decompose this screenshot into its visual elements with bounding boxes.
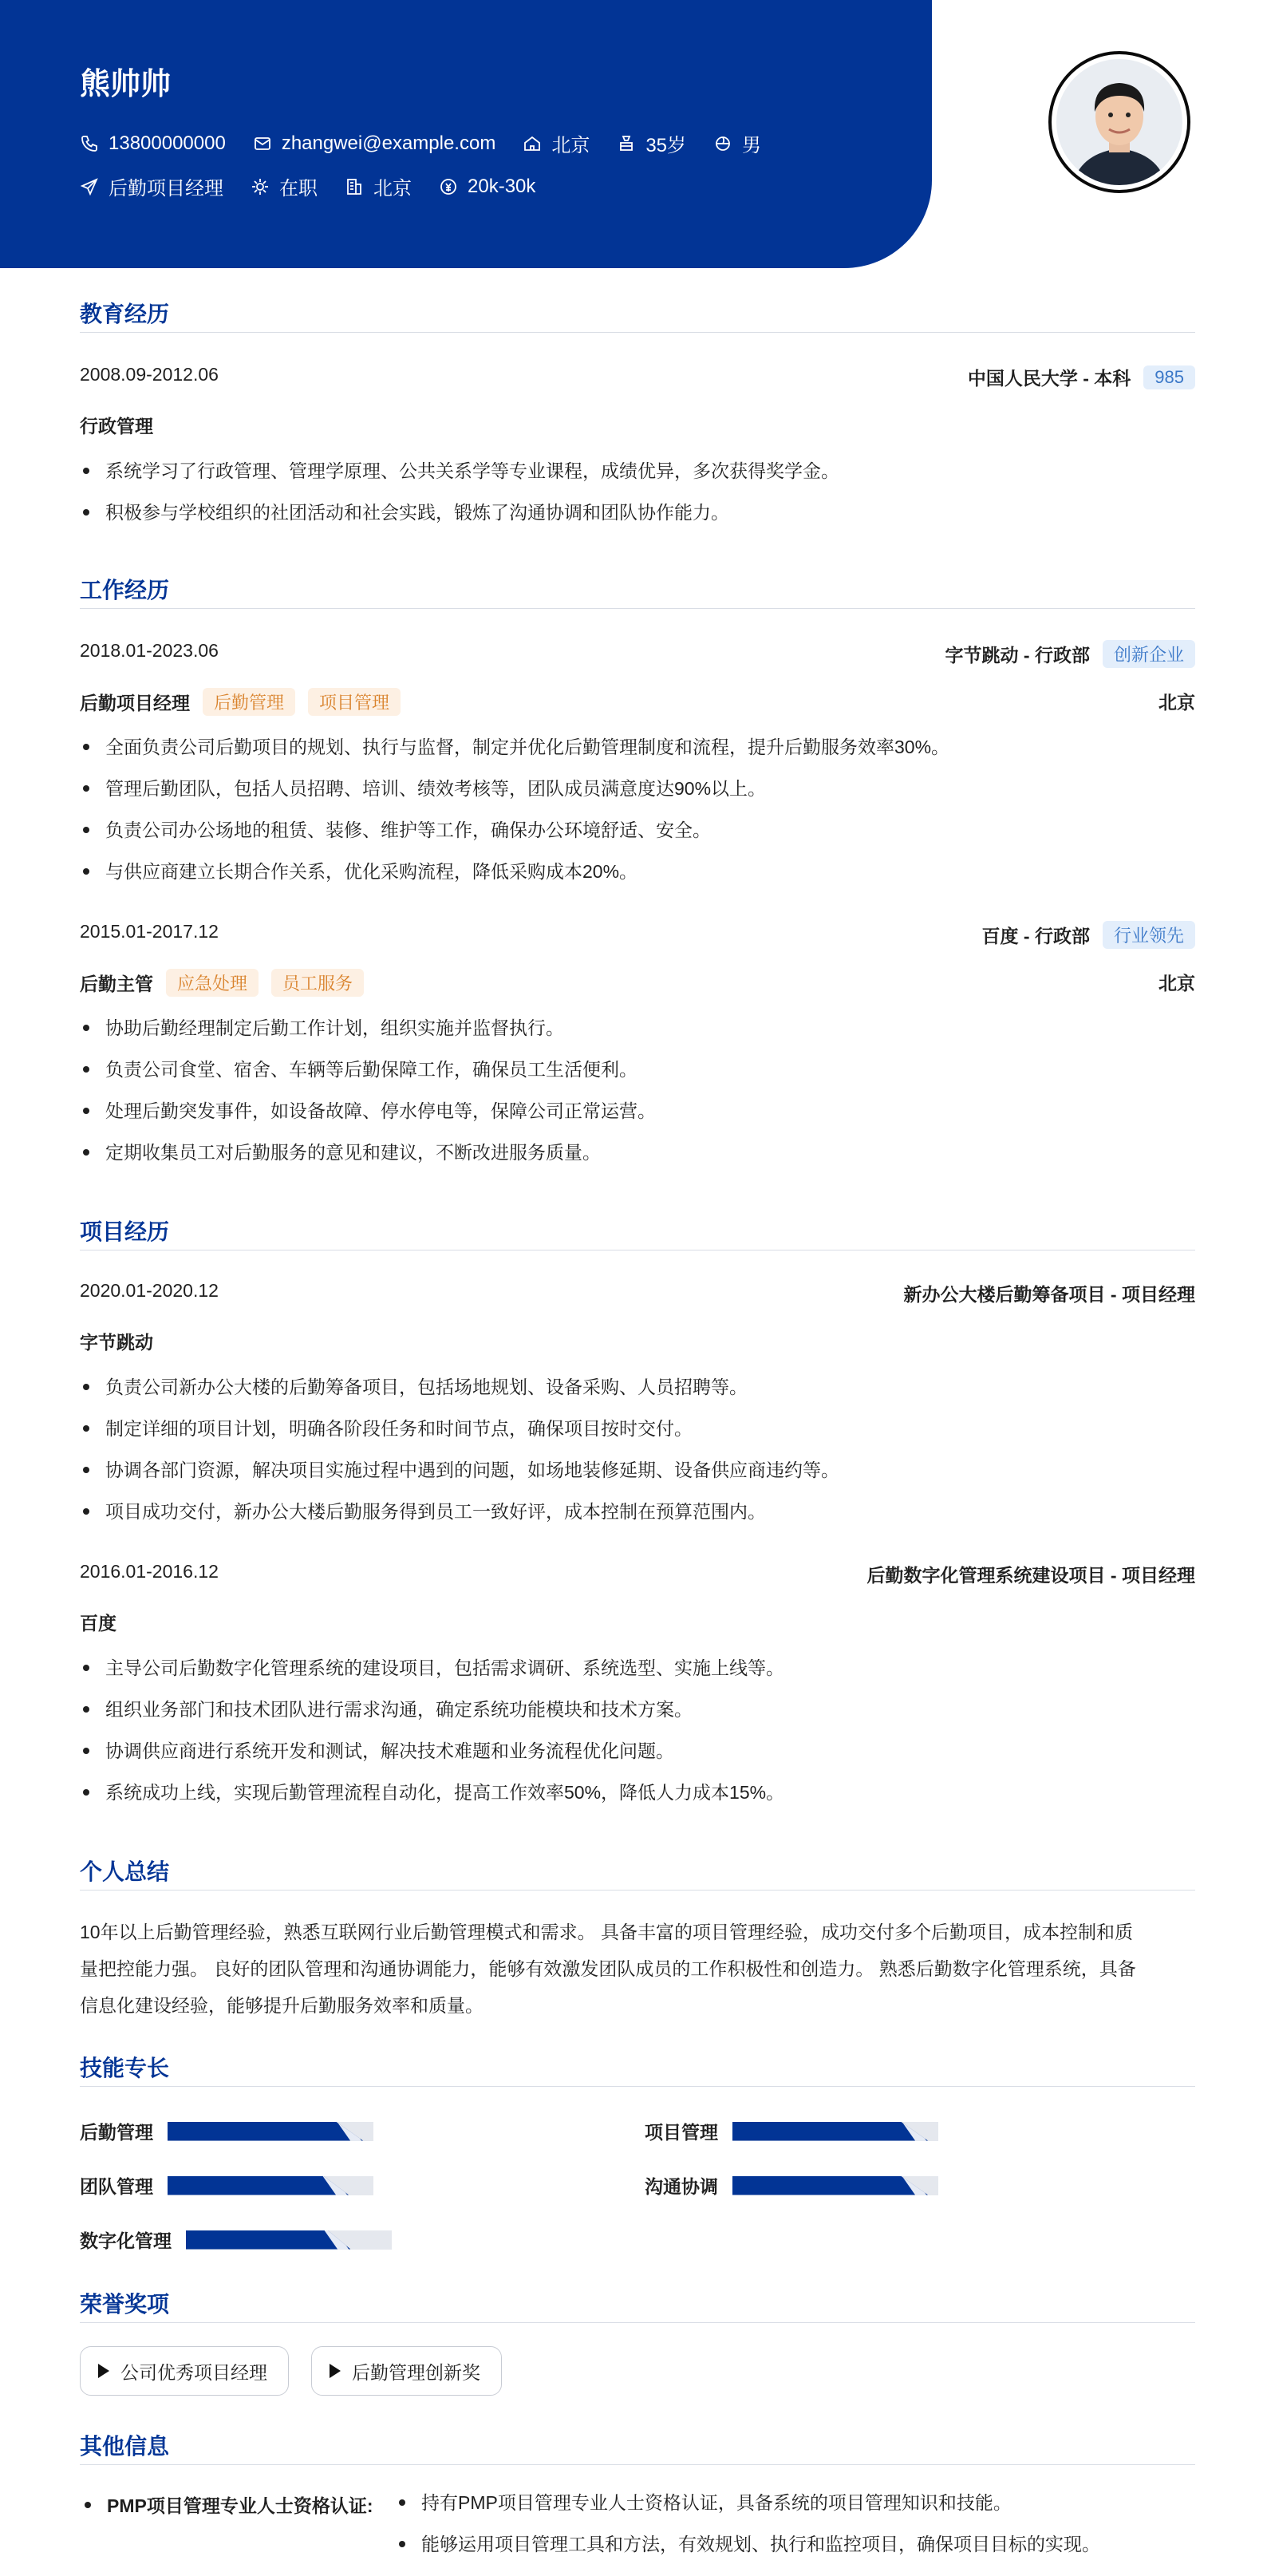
skill-bar-fill xyxy=(732,2122,928,2141)
phone-item xyxy=(80,132,226,155)
other-cert-label xyxy=(80,2491,373,2518)
status-item xyxy=(251,172,318,200)
summary-line: 信息化建设经验，能够提升后勤服务效率和质量。 xyxy=(80,1995,484,2016)
salary-text: 20k-30k xyxy=(468,175,536,197)
project-2-org-row xyxy=(80,1609,1195,1633)
skill-bar-fill xyxy=(168,2122,363,2141)
contact-row xyxy=(80,129,788,157)
section-title-awards: 荣誉奖项 xyxy=(80,2292,170,2317)
skill-item xyxy=(80,2226,392,2253)
section-title-work: 工作经历 xyxy=(80,578,170,603)
work-2-role-group xyxy=(80,969,364,997)
age-item xyxy=(617,129,686,157)
skill-name: 后勤管理 xyxy=(80,2122,153,2143)
candidate-name: 熊帅帅 xyxy=(80,68,172,101)
mail-icon xyxy=(253,134,272,153)
gender-text: 男 xyxy=(742,135,762,156)
work-2-bullets xyxy=(80,1007,1195,1175)
section-title-other: 其他信息 xyxy=(80,2434,170,2459)
avatar-photo xyxy=(1056,59,1182,185)
list-item: 系统学习了行政管理、管理学原理、公共关系学等专业课程，成绩优异，多次获得奖学金。 xyxy=(80,450,1195,492)
other-bullets xyxy=(396,2482,1194,2570)
work-1-company-group xyxy=(945,640,1195,668)
skill-name: 数字化管理 xyxy=(80,2230,172,2251)
section-title-summary: 个人总结 xyxy=(80,1859,170,1884)
send-icon xyxy=(80,177,99,196)
education-date: 2008.09-2012.06 xyxy=(80,364,219,385)
work-2-tag: 应急处理 xyxy=(166,969,259,997)
job-intent-row xyxy=(80,172,562,200)
skill-item xyxy=(80,2172,373,2199)
list-item: 制定详细的项目计划，明确各阶段任务和时间节点，确保项目按时交付。 xyxy=(80,1408,1195,1449)
education-bullets xyxy=(80,450,1195,538)
skill-bar xyxy=(168,2176,373,2195)
summary-line: 10年以上后勤管理经验，熟悉互联网行业后勤管理模式和需求。 具备丰富的项目管理经验，成功交付多个后勤项目，成本控制和质 xyxy=(80,1922,1133,1942)
work-2-role: 后勤主管 xyxy=(80,974,153,994)
skill-item xyxy=(645,2118,938,2144)
project-2-org: 百度 xyxy=(80,1613,116,1634)
skill-bar xyxy=(732,2176,938,2195)
skill-bar-fill xyxy=(186,2230,350,2250)
avatar xyxy=(1048,51,1190,193)
city-text: 北京 xyxy=(551,135,590,156)
building-icon xyxy=(345,177,364,196)
skill-item xyxy=(645,2172,938,2199)
work-1-role-row xyxy=(80,688,1195,712)
age-icon xyxy=(617,134,636,153)
list-item: 组织业务部门和技术团队进行需求沟通，确定系统功能模块和技术方案。 xyxy=(80,1689,1195,1730)
section-divider xyxy=(80,332,1195,333)
list-item: 协助后勤经理制定后勤工作计划，组织实施并监督执行。 xyxy=(80,1007,1195,1049)
project-2-title-text: 后勤数字化管理系统建设项目 - 项目经理 xyxy=(866,1565,1195,1586)
award-badge xyxy=(311,2346,502,2396)
skill-name: 团队管理 xyxy=(80,2176,153,2197)
project-2-title xyxy=(867,1561,1195,1587)
gender-item xyxy=(713,129,761,157)
section-divider xyxy=(80,2464,1195,2465)
list-item: 负责公司新办公大楼的后勤筹备项目，包括场地规划、设备采购、人员招聘等。 xyxy=(80,1366,1195,1408)
education-major-row xyxy=(80,412,1195,436)
header-banner xyxy=(0,0,932,268)
project-1-date: 2020.01-2020.12 xyxy=(80,1280,219,1301)
section-divider xyxy=(80,1890,1195,1891)
work-2-header xyxy=(80,921,1195,945)
summary-text xyxy=(80,1914,1195,2024)
city-item xyxy=(523,129,590,157)
status-icon xyxy=(251,177,270,196)
list-item: 项目成功交付，新办公大楼后勤服务得到员工一致好评，成本控制在预算范围内。 xyxy=(80,1491,1195,1532)
project-1-title xyxy=(904,1280,1195,1306)
education-major: 行政管理 xyxy=(80,416,153,437)
project-1-header xyxy=(80,1280,1195,1304)
other-label-text: PMP项目管理专业人士资格认证: xyxy=(107,2495,373,2516)
skill-name: 项目管理 xyxy=(645,2122,718,2143)
list-item: 协调各部门资源，解决项目实施过程中遇到的问题，如场地装修延期、设备供应商违约等。 xyxy=(80,1449,1195,1491)
work-1-header xyxy=(80,640,1195,664)
skill-bar xyxy=(186,2230,392,2250)
target-job-text: 后勤项目经理 xyxy=(109,178,223,200)
award-label: 公司优秀项目经理 xyxy=(120,2361,267,2383)
education-header xyxy=(80,364,1195,388)
home-icon xyxy=(523,134,542,153)
list-item: 积极参与学校组织的社团活动和社会实践，锻炼了沟通协调和团队协作能力。 xyxy=(80,492,1195,533)
skill-item xyxy=(80,2118,373,2144)
salary-item xyxy=(439,176,535,198)
education-school: 中国人民大学 - 本科 xyxy=(967,368,1131,389)
project-1-org: 字节跳动 xyxy=(80,1332,153,1353)
list-item: 定期收集员工对后勤服务的意见和建议，不断改进服务质量。 xyxy=(80,1132,1195,1173)
work-2-badge: 行业领先 xyxy=(1103,921,1195,949)
play-icon xyxy=(330,2364,341,2378)
work-2-company-group xyxy=(982,921,1195,949)
project-2-header xyxy=(80,1561,1195,1585)
email-text: zhangwei@example.com xyxy=(281,132,496,154)
skill-bar xyxy=(168,2122,373,2141)
list-item: 处理后勤突发事件，如设备故障、停水停电等，保障公司正常运营。 xyxy=(80,1090,1195,1132)
award-badge xyxy=(80,2346,289,2396)
work-1-role-group xyxy=(80,688,401,716)
work-1-location: 北京 xyxy=(1158,692,1195,713)
work-1-tag: 项目管理 xyxy=(308,688,401,716)
education-school-group xyxy=(968,364,1195,390)
project-2-bullets xyxy=(80,1647,1195,1815)
skill-bar-fill xyxy=(732,2176,928,2195)
section-divider xyxy=(80,2086,1195,2087)
target-city-item xyxy=(345,172,412,200)
award-label: 后勤管理创新奖 xyxy=(352,2361,480,2383)
list-item: 负责公司办公场地的租赁、装修、维护等工作，确保办公环境舒适、安全。 xyxy=(80,809,1195,851)
phone-icon xyxy=(80,134,99,153)
gender-icon xyxy=(713,134,732,153)
list-item: 负责公司食堂、宿舍、车辆等后勤保障工作，确保员工生活便利。 xyxy=(80,1049,1195,1090)
list-item: 与供应商建立长期合作关系，优化采购流程，降低采购成本20%。 xyxy=(80,851,1195,892)
education-badge: 985 xyxy=(1143,365,1195,389)
summary-line: 量把控能力强。 良好的团队管理和沟通协调能力，能够有效激发团队成员的工作积极性和创造力。 熟悉后勤数字化管理系统，具备 xyxy=(80,1958,1136,1979)
skill-bar-fill xyxy=(168,2176,349,2195)
work-1-role: 后勤项目经理 xyxy=(80,693,190,713)
work-2-date: 2015.01-2017.12 xyxy=(80,921,219,942)
section-divider xyxy=(80,2322,1195,2323)
list-item: 全面负责公司后勤项目的规划、执行与监督，制定并优化后勤管理制度和流程，提升后勤服务效率30%。 xyxy=(80,726,1195,768)
section-divider xyxy=(80,608,1195,609)
target-job-item xyxy=(80,172,223,200)
section-title-skills: 技能专长 xyxy=(80,2056,170,2080)
skill-name: 沟通协调 xyxy=(645,2176,718,2197)
project-1-org-row xyxy=(80,1328,1195,1352)
section-title-project: 项目经历 xyxy=(80,1219,170,1244)
section-title-education: 教育经历 xyxy=(80,302,170,326)
work-2-role-row xyxy=(80,969,1195,993)
phone-text: 13800000000 xyxy=(109,132,226,154)
list-item: 主导公司后勤数字化管理系统的建设项目，包括需求调研、系统选型、实施上线等。 xyxy=(80,1647,1195,1689)
salary-icon xyxy=(439,177,458,196)
project-2-date: 2016.01-2016.12 xyxy=(80,1561,219,1582)
target-city-text: 北京 xyxy=(373,178,412,200)
work-1-tag: 后勤管理 xyxy=(203,688,295,716)
work-2-location: 北京 xyxy=(1158,973,1195,994)
work-2-tag: 员工服务 xyxy=(271,969,364,997)
work-1-date: 2018.01-2023.06 xyxy=(80,640,219,661)
work-1-badge: 创新企业 xyxy=(1103,640,1195,668)
status-text: 在职 xyxy=(279,178,318,200)
age-text: 35岁 xyxy=(645,135,687,156)
email-item xyxy=(253,132,496,155)
project-1-bullets xyxy=(80,1366,1195,1534)
list-item: 持有PMP项目管理专业人士资格认证，具备系统的项目管理知识和技能。 xyxy=(396,2482,1194,2523)
skill-bar xyxy=(732,2122,938,2141)
list-item: 协调供应商进行系统开发和测试，解决技术难题和业务流程优化问题。 xyxy=(80,1730,1195,1772)
list-item: 系统成功上线，实现后勤管理流程自动化，提高工作效率50%，降低人力成本15%。 xyxy=(80,1772,1195,1813)
work-2-company: 百度 - 行政部 xyxy=(981,926,1090,946)
list-item: 能够运用项目管理工具和方法，有效规划、执行和监控项目，确保项目目标的实现。 xyxy=(396,2523,1194,2565)
work-1-company: 字节跳动 - 行政部 xyxy=(945,645,1090,666)
play-icon xyxy=(98,2364,109,2378)
bullet-dot xyxy=(85,2502,91,2508)
project-1-title-text: 新办公大楼后勤筹备项目 - 项目经理 xyxy=(903,1284,1195,1305)
work-1-bullets xyxy=(80,726,1195,894)
list-item: 管理后勤团队，包括人员招聘、培训、绩效考核等，团队成员满意度达90%以上。 xyxy=(80,768,1195,809)
